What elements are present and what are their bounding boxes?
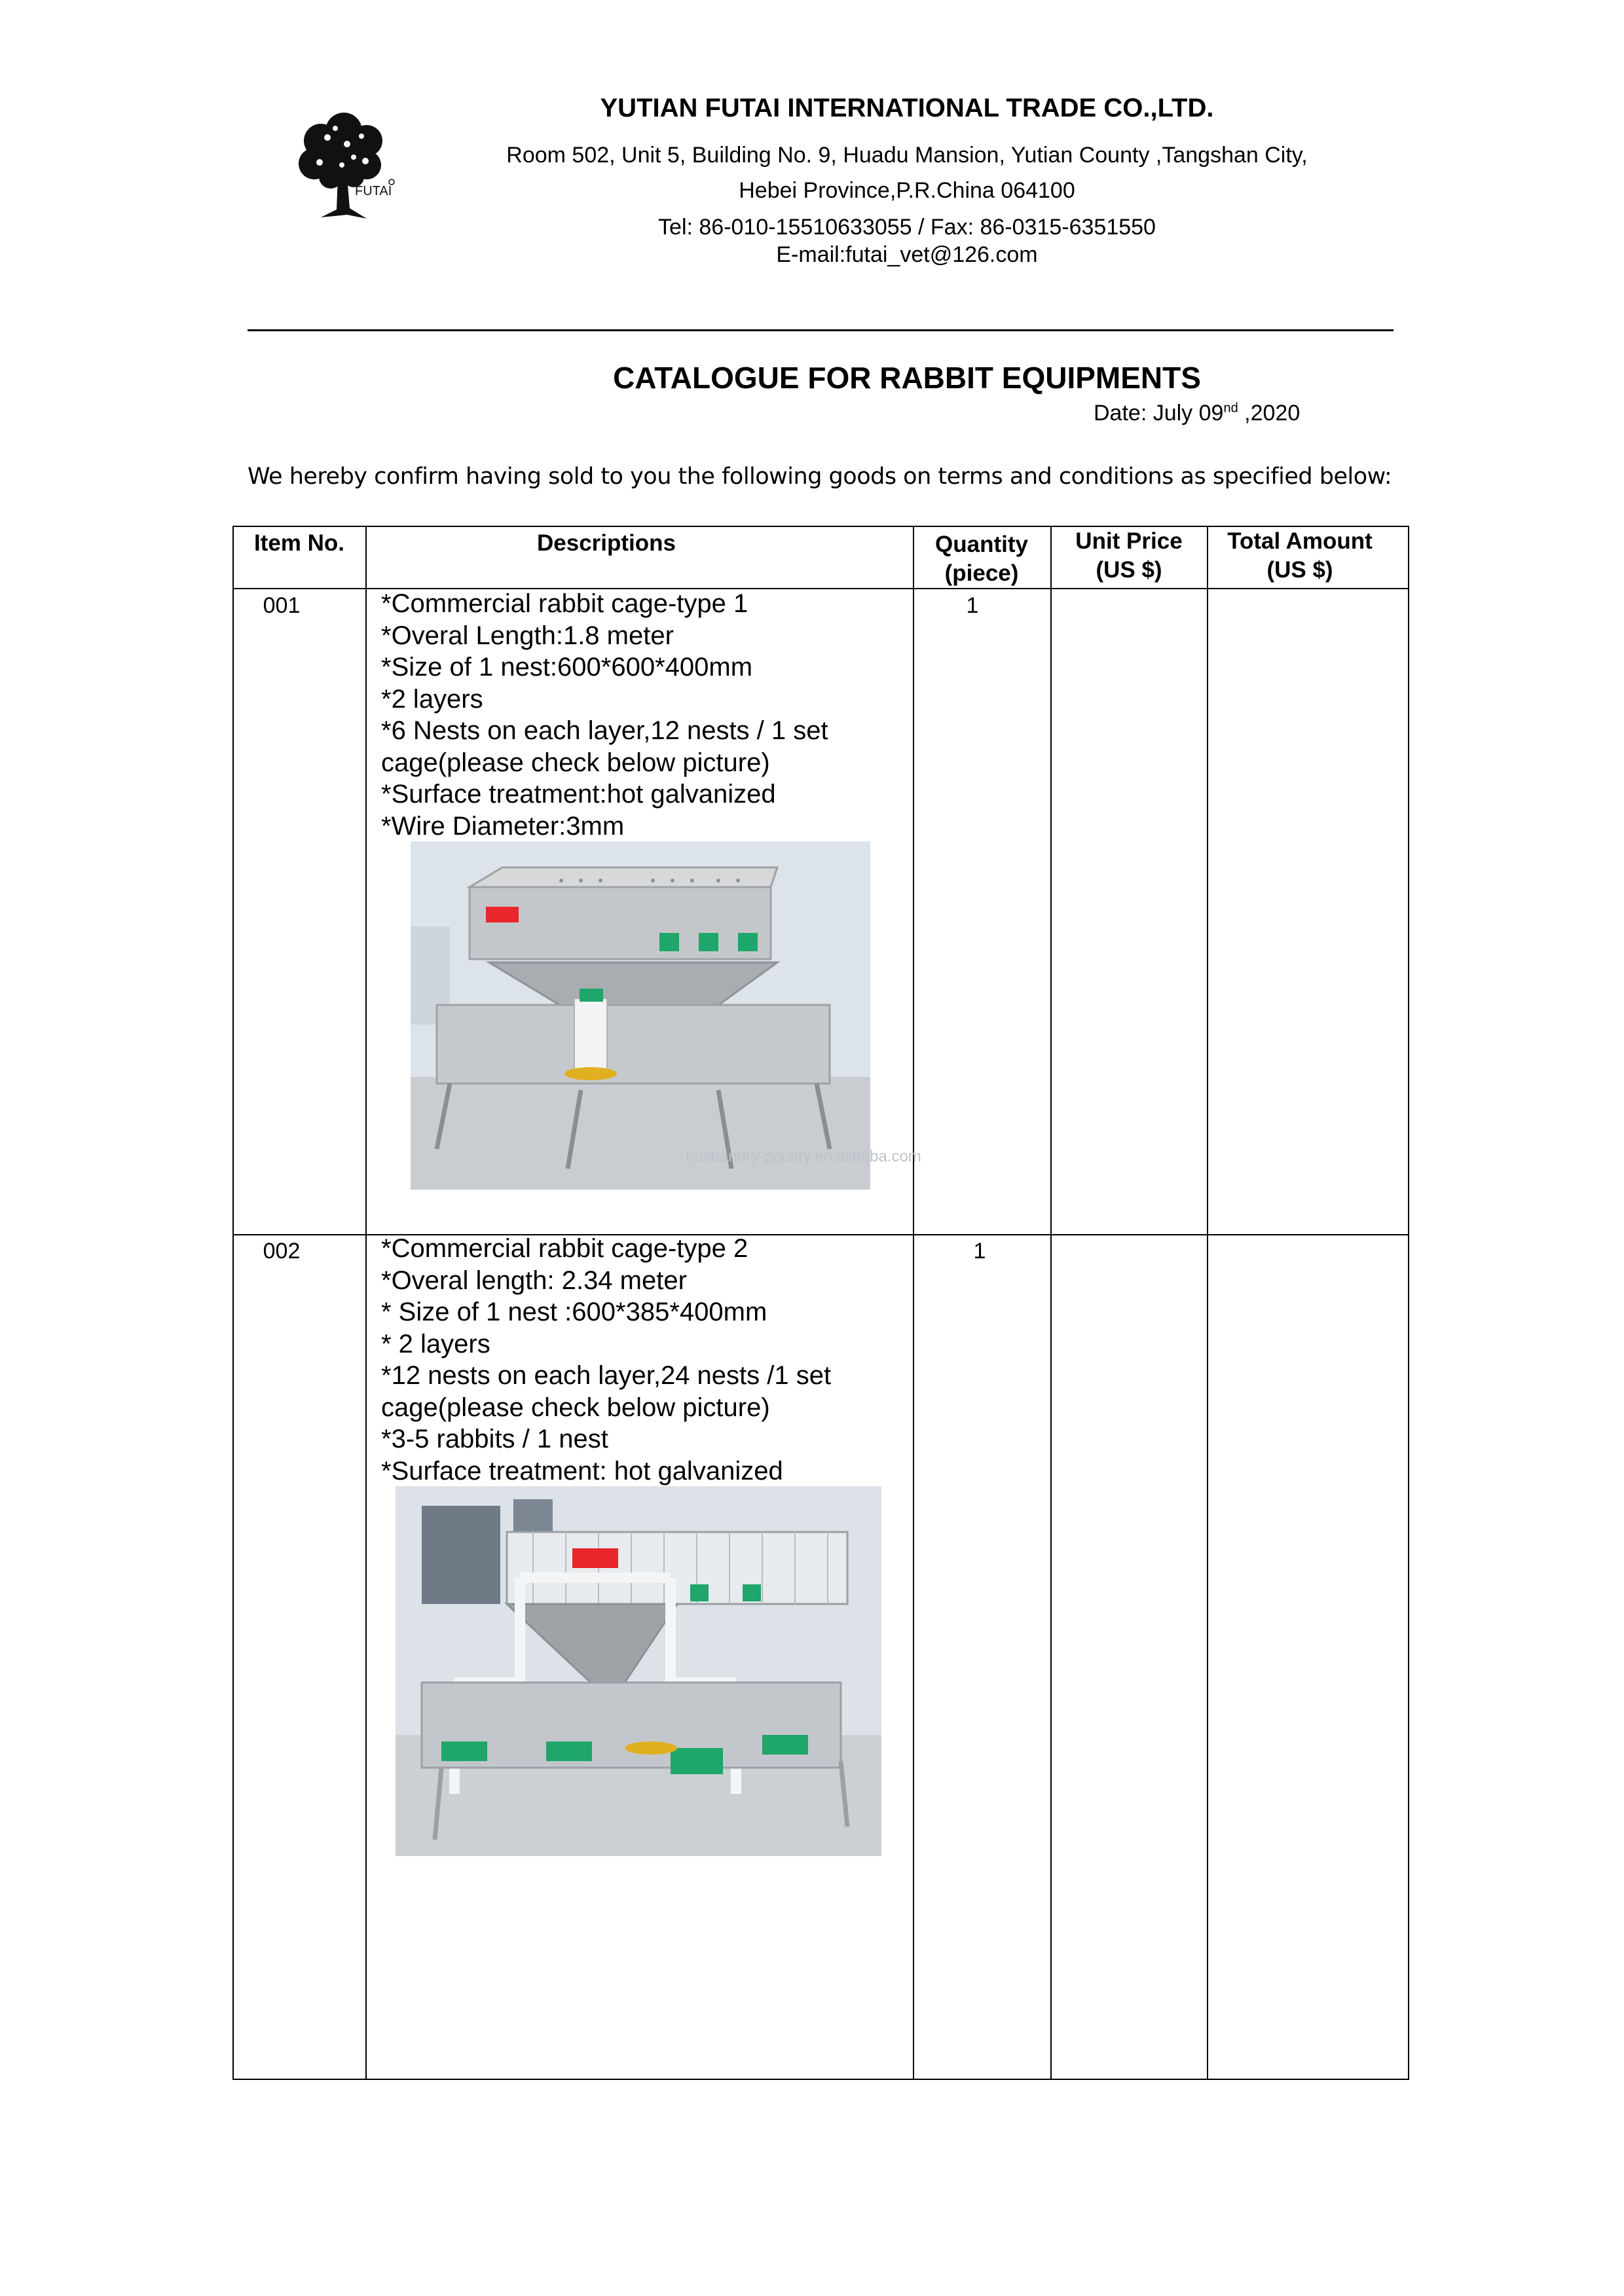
row2-desc-line: *3-5 rabbits / 1 nest (381, 1425, 608, 1453)
row2-desc-line: cage(please check below picture) (381, 1393, 770, 1422)
header-divider (248, 329, 1393, 331)
row1-description (381, 588, 828, 842)
row1-desc-line: *Size of 1 nest:600*600*400mm (381, 653, 753, 682)
red-tag (486, 907, 519, 922)
cage-type2-photo (396, 1486, 881, 1856)
date-prefix: Date: July 09 (1094, 401, 1224, 426)
row2-desc-line: * Size of 1 nest :600*385*400mm (381, 1298, 767, 1326)
table-bottom-border (232, 2079, 1409, 2080)
table-left-border (232, 526, 234, 2079)
row1-quantity: 1 (966, 593, 979, 618)
photo-watermark: husbandry-poultry.en.alibaba.com (686, 1148, 921, 1165)
table-col-divider-3 (1050, 526, 1052, 2079)
row2-description (381, 1233, 831, 1487)
tel-fax: Tel: 86-010-15510633055 / Fax: 86-0315-6351550 (658, 215, 1156, 240)
table-col-divider-4 (1207, 526, 1208, 2079)
header-unit-price-line2: (US $) (1096, 557, 1162, 583)
logo-text: FUTAI (355, 184, 392, 198)
row1-desc-line: *Commercial rabbit cage-type 1 (381, 589, 748, 618)
table-right-border (1408, 526, 1409, 2079)
document-date (1094, 401, 1300, 426)
row1-desc-line: *Overal Length:1.8 meter (381, 621, 674, 650)
row1-desc-line: cage(please check below picture) (381, 748, 770, 777)
row1-item-no: 001 (263, 593, 301, 618)
address-line-1: Room 502, Unit 5, Building No. 9, Huadu Mansion, Yutian County ,Tangshan City, (506, 143, 1308, 168)
row2-quantity: 1 (973, 1239, 986, 1264)
row1-desc-line: *Surface treatment:hot galvanized (381, 780, 776, 809)
header-quantity-line2: (piece) (944, 560, 1019, 586)
header-unit-price-line1: Unit Price (1075, 528, 1183, 554)
email: E-mail:futai_vet@126.com (776, 242, 1038, 267)
row2-desc-line: *Overal length: 2.34 meter (381, 1266, 687, 1295)
header-quantity (914, 530, 1049, 588)
date-ordinal: nd (1223, 401, 1238, 416)
table-col-divider-1 (365, 526, 367, 2079)
row1-desc-line: *Wire Diameter:3mm (381, 811, 625, 841)
row2-desc-line: *12 nests on each layer,24 nests /1 set (381, 1361, 832, 1390)
intro-statement: We hereby confirm having sold to you the following goods on terms and conditions as specified below: (248, 464, 1392, 490)
header-total-line2: (US $) (1266, 557, 1333, 583)
document-title: CATALOGUE FOR RABBIT EQUIPMENTS (613, 361, 1201, 395)
row1-desc-line: *2 layers (381, 684, 483, 714)
header-total-line1: Total Amount (1227, 528, 1373, 554)
feeder (574, 998, 607, 1070)
table-col-divider-2 (913, 526, 914, 2079)
header-total-amount (1208, 527, 1392, 585)
header-item-no: Item No. (253, 530, 345, 556)
row2-desc-line: *Commercial rabbit cage-type 2 (381, 1234, 748, 1263)
date-year: ,2020 (1238, 401, 1301, 426)
row1-desc-line: *6 Nests on each layer,12 nests / 1 set (381, 716, 828, 745)
header-descriptions: Descriptions (537, 530, 676, 556)
company-name: YUTIAN FUTAI INTERNATIONAL TRADE CO.,LTD. (600, 94, 1214, 122)
header-quantity-line1: Quantity (935, 532, 1028, 557)
row2-desc-line: *Surface treatment: hot galvanized (381, 1456, 783, 1485)
address-line-2: Hebei Province,P.R.China 064100 (739, 178, 1075, 203)
red-tag (572, 1548, 618, 1568)
row2-desc-line: * 2 layers (381, 1329, 490, 1358)
cage-type1-photo (411, 841, 870, 1190)
header-unit-price (1052, 527, 1206, 585)
row2-item-no: 002 (263, 1239, 301, 1264)
